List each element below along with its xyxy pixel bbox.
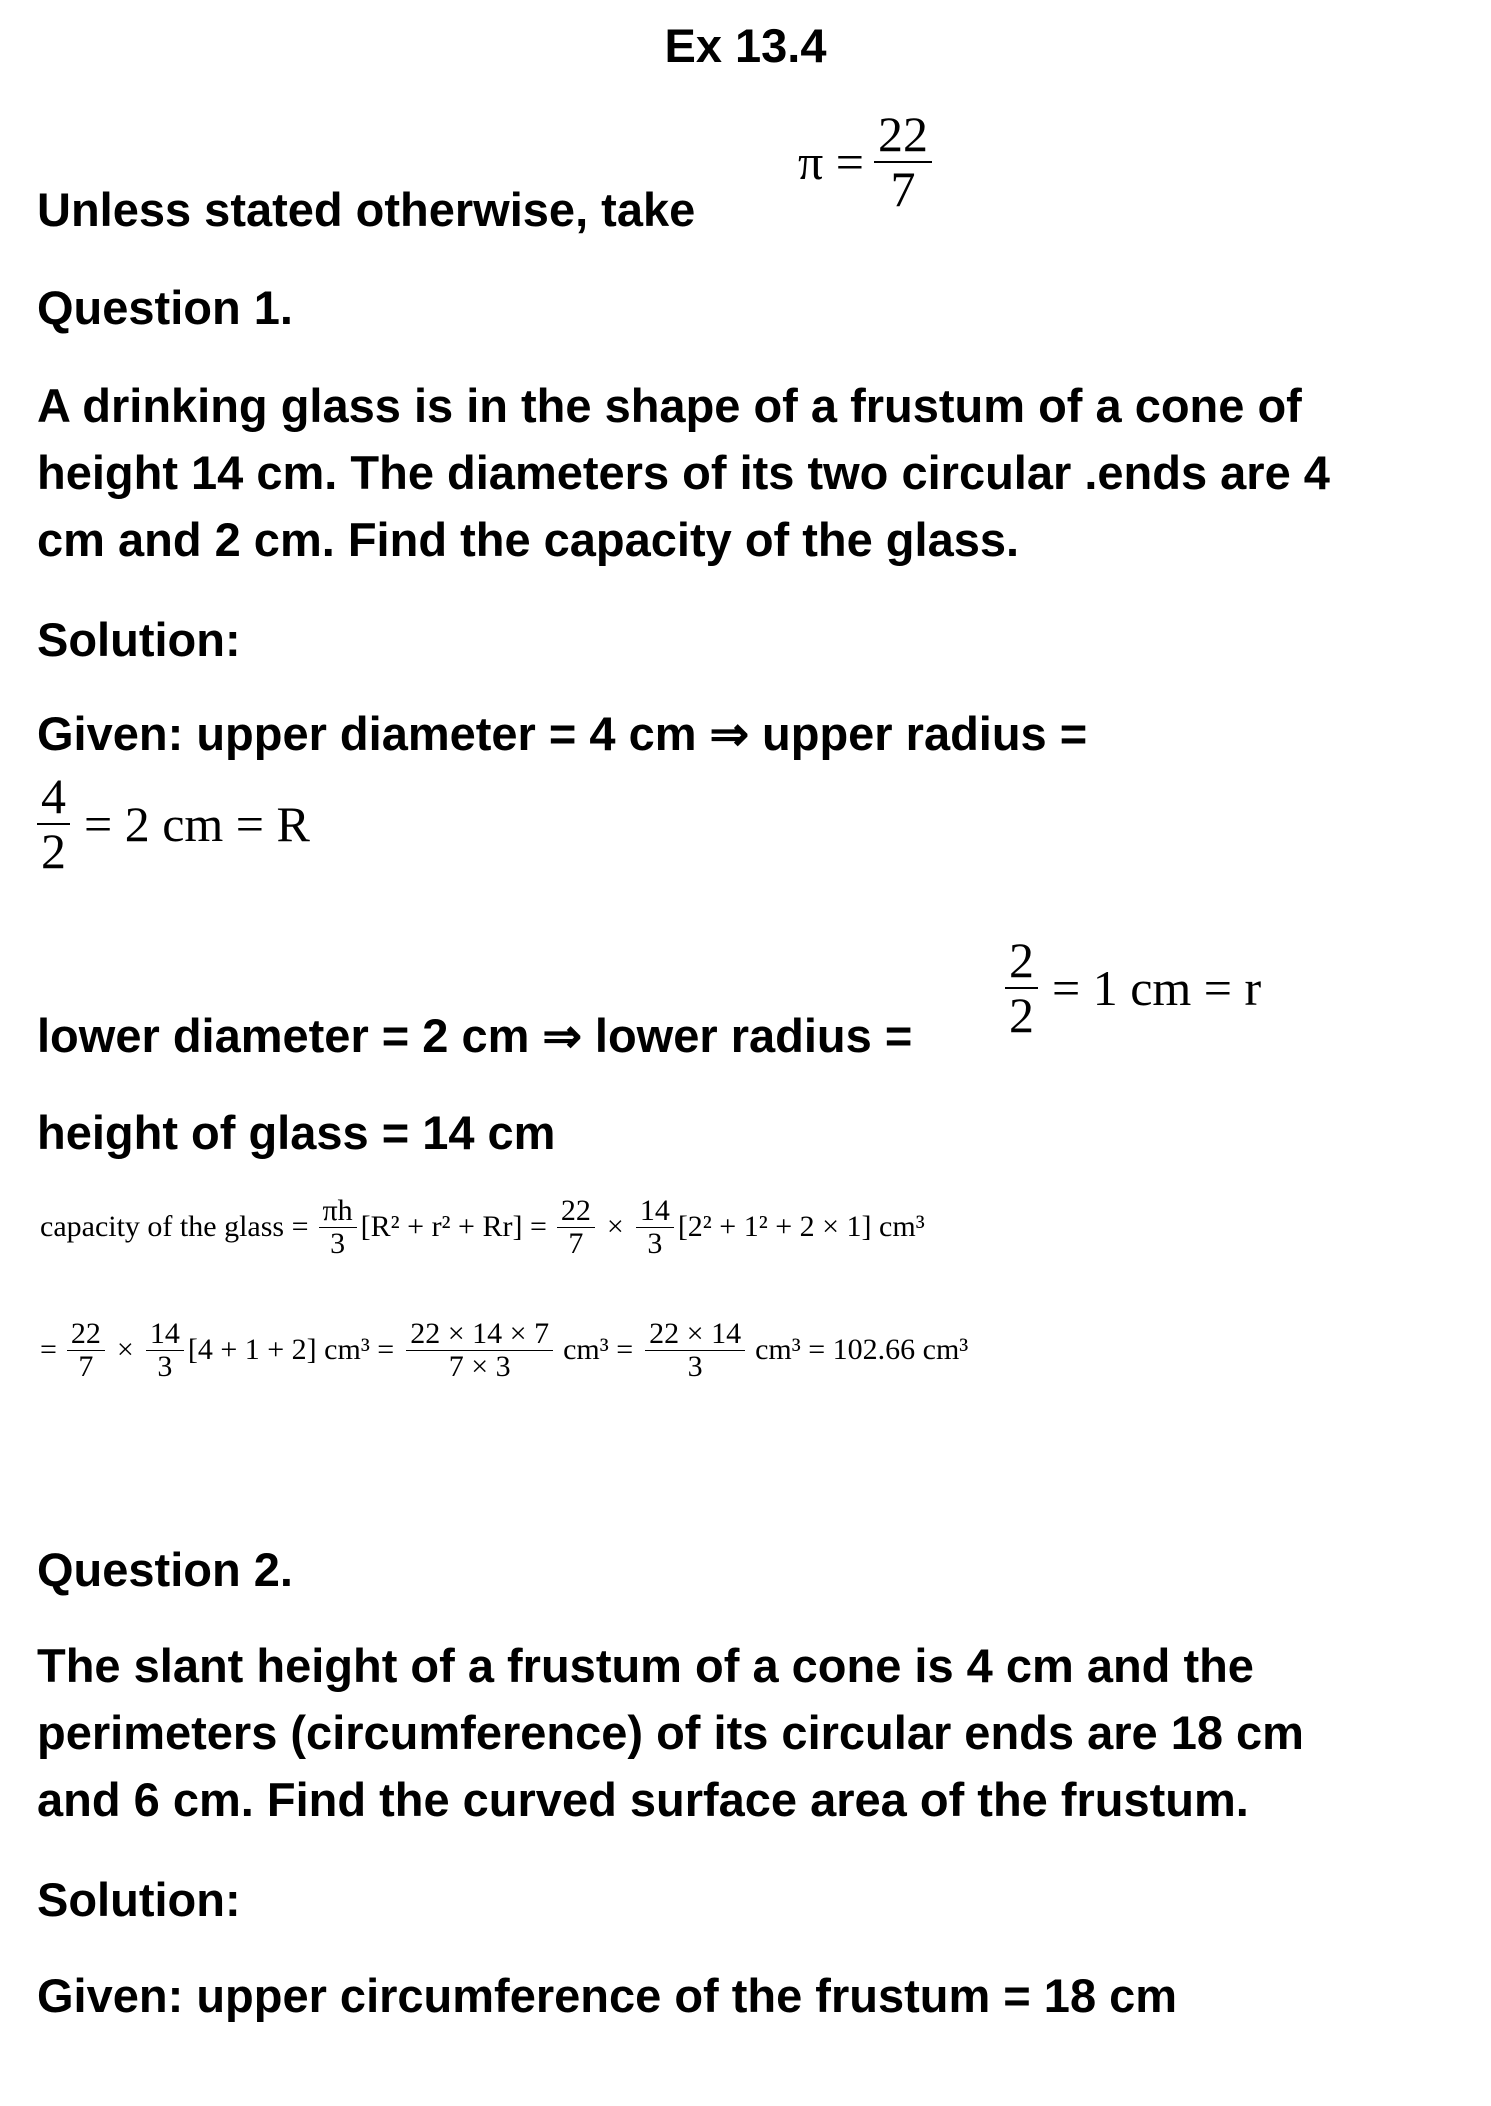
- cap-times: ×: [606, 1210, 624, 1243]
- lower-radius-den: 2: [1009, 986, 1034, 1043]
- cap-bracket: [R² + r² + Rr] =: [360, 1210, 547, 1243]
- cap-frac3-num: 14: [639, 1194, 670, 1227]
- cap-tail: [2² + 1² + 2 × 1] cm³: [677, 1210, 925, 1243]
- q2-heading: Question 2.: [37, 1543, 293, 1596]
- q2-solution-label: Solution:: [37, 1873, 241, 1926]
- capacity-label: capacity of the glass =: [40, 1210, 309, 1243]
- q1-height-line: height of glass = 14 cm: [37, 1106, 556, 1159]
- q1-text-line-2: height 14 cm. The diameters of its two circular .ends are 4: [37, 446, 1330, 499]
- pi-lhs: π =: [798, 133, 864, 190]
- q1-text-line-3: cm and 2 cm. Find the capacity of the glass.: [37, 513, 1020, 566]
- q1-text-line-1: A drinking glass is in the shape of a frustum of a cone of: [37, 379, 1302, 432]
- calc-frac1-num: 22: [70, 1317, 101, 1350]
- calc-part2: cm³ =: [563, 1333, 634, 1366]
- cap-frac1-num: πh: [322, 1194, 353, 1227]
- calc-frac2-num: 14: [149, 1317, 180, 1350]
- upper-radius-den: 2: [41, 822, 66, 879]
- calc-result: cm³ = 102.66 cm³: [755, 1333, 969, 1366]
- q1-solution-label: Solution:: [37, 613, 241, 666]
- intro-text: Unless stated otherwise, take: [37, 183, 696, 236]
- lower-radius-rest: = 1 cm = r: [1052, 959, 1262, 1016]
- calc-frac4-den: 3: [687, 1349, 703, 1383]
- q2-text-line-2: perimeters (circumference) of its circular ends are 18 cm: [37, 1706, 1304, 1759]
- upper-radius-num: 4: [41, 768, 66, 824]
- pi-definition: [798, 108, 936, 215]
- q1-given-line: Given: upper diameter = 4 cm ⇒ upper radius =: [37, 707, 1088, 760]
- calc-eq-sign: =: [40, 1333, 57, 1366]
- pi-denominator: 7: [890, 160, 916, 217]
- calc-frac3-den: 7 × 3: [448, 1349, 511, 1383]
- cap-frac2-den: 7: [568, 1226, 584, 1260]
- q1-heading: Question 1.: [37, 281, 293, 334]
- capacity-equation: [40, 1195, 925, 1259]
- calc-frac3-num: 22 × 14 × 7: [410, 1317, 550, 1350]
- upper-radius-rest: = 2 cm = R: [84, 795, 310, 852]
- lower-radius-equation: [1005, 934, 1261, 1041]
- cap-frac2-num: 22: [560, 1194, 591, 1227]
- calc-frac4-num: 22 × 14: [649, 1317, 742, 1350]
- calc-frac2-den: 3: [157, 1349, 173, 1383]
- pi-numerator: 22: [877, 106, 928, 162]
- calc-frac1-den: 7: [78, 1349, 94, 1383]
- lower-radius-num: 2: [1009, 932, 1034, 988]
- cap-frac1-den: 3: [330, 1226, 346, 1260]
- q1-lower-line: lower diameter = 2 cm ⇒ lower radius =: [37, 1009, 913, 1062]
- page-title: Ex 13.4: [664, 19, 827, 72]
- calc-part1: [4 + 1 + 2] cm³ =: [187, 1333, 395, 1366]
- q2-text-line-1: The slant height of a frustum of a cone is 4 cm and the: [37, 1639, 1254, 1692]
- upper-radius-equation: [37, 770, 310, 877]
- calc-times: ×: [116, 1333, 134, 1366]
- q2-given-line: Given: upper circumference of the frustum = 18 cm: [37, 1969, 1178, 2022]
- cap-frac3-den: 3: [647, 1226, 663, 1260]
- calculation-equation: [40, 1318, 968, 1382]
- q2-text-line-3: and 6 cm. Find the curved surface area of the frustum.: [37, 1773, 1249, 1826]
